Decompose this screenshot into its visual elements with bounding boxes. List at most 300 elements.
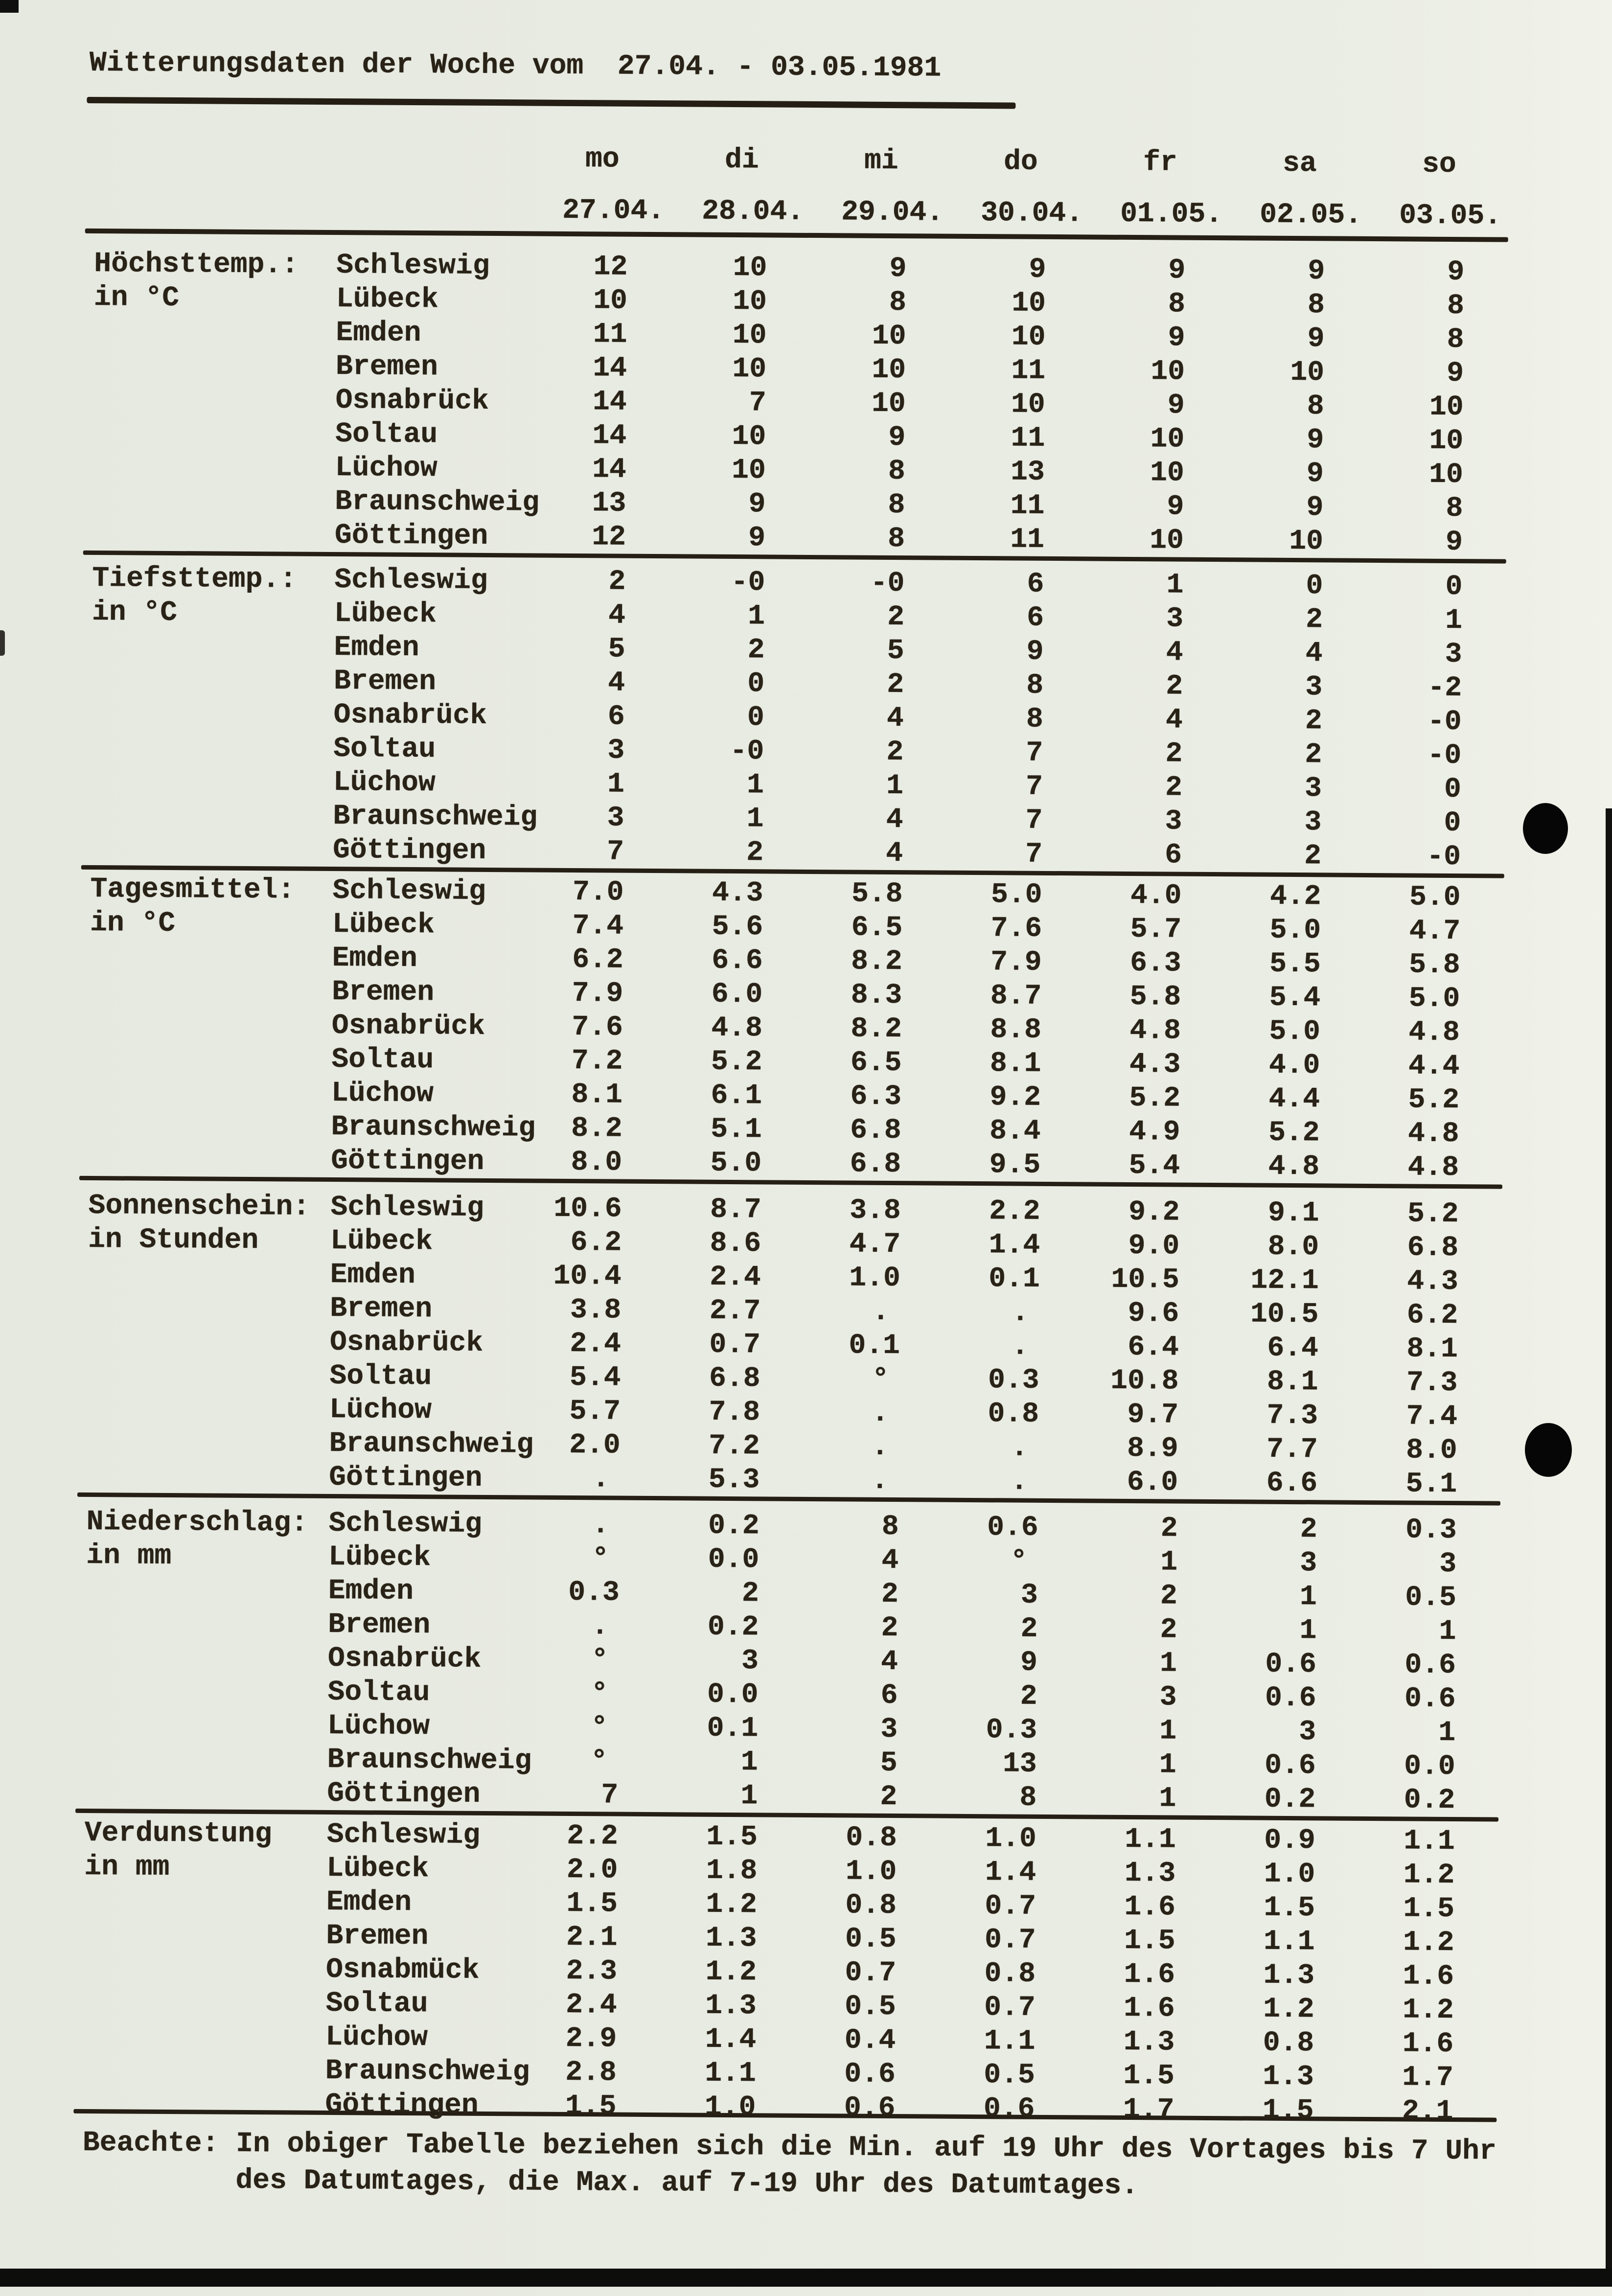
value-cell: 5: [880, 1747, 898, 1780]
value-cell: 6: [1165, 839, 1182, 872]
value-cell: 10: [1429, 425, 1464, 458]
value-cell: 0.8: [988, 1398, 1039, 1430]
value-cell: °: [591, 1678, 608, 1710]
value-cell: 10: [1150, 525, 1184, 557]
value-cell: 0.3: [986, 1714, 1037, 1746]
value-cell: 9: [748, 488, 766, 521]
value-cell: 6.6: [1266, 1467, 1318, 1500]
value-cell: 7.6: [990, 913, 1042, 945]
value-cell: 4.3: [712, 877, 763, 910]
value-cell: 6: [880, 1679, 898, 1712]
value-cell: 6.2: [572, 944, 623, 976]
value-cell: 1.5: [1403, 1893, 1455, 1926]
value-cell: 2: [887, 601, 905, 634]
value-cell: 0.1: [849, 1330, 900, 1362]
value-cell: 6.2: [1406, 1299, 1458, 1332]
value-cell: 4.0: [1268, 1049, 1320, 1082]
value-cell: 8.0: [1405, 1434, 1457, 1467]
city-label: Lübeck: [336, 283, 438, 316]
value-cell: 8.2: [571, 1113, 622, 1145]
punch-hole: [1525, 1423, 1572, 1477]
value-cell: 3: [607, 802, 624, 834]
value-cell: 0.0: [708, 1543, 760, 1576]
value-cell: 0.6: [844, 2092, 896, 2125]
section-unit-label: in °C: [93, 282, 180, 315]
value-cell: 0.2: [1404, 1784, 1455, 1817]
value-cell: 1: [1159, 1715, 1177, 1747]
city-label: Osnabrück: [329, 1327, 484, 1359]
value-cell: 1.5: [566, 1887, 618, 1920]
value-cell: 0.5: [845, 1923, 897, 1956]
value-cell: 5.5: [1269, 948, 1321, 981]
value-cell: 4: [1166, 637, 1183, 669]
value-cell: 10: [1012, 287, 1046, 320]
value-cell: 0.5: [984, 2059, 1035, 2091]
value-cell: 0.8: [984, 1958, 1036, 1990]
section-niederschlag: [86, 1505, 1535, 1817]
value-cell: 5.4: [1128, 1149, 1180, 1182]
value-cell: 10.6: [553, 1193, 622, 1225]
value-cell: 9: [1167, 390, 1185, 422]
value-cell: 1: [886, 770, 904, 803]
value-cell: 2.2: [567, 1820, 618, 1853]
value-cell: 7: [1025, 838, 1043, 871]
value-cell: 8: [888, 455, 906, 488]
value-cell: 4.8: [1408, 1016, 1460, 1049]
city-label: Bremen: [335, 351, 438, 384]
value-cell: 0.5: [845, 1991, 896, 2023]
value-cell: 7.4: [1406, 1401, 1458, 1433]
value-cell: 1.1: [1125, 1823, 1176, 1856]
value-cell: 5.8: [1409, 949, 1460, 982]
header-day-mi: mi: [864, 145, 898, 178]
value-cell: 10: [872, 320, 906, 353]
value-cell: -0: [1427, 706, 1462, 738]
section-sonnenschein: [88, 1189, 1537, 1501]
value-cell: 7.7: [1267, 1433, 1318, 1466]
city-label: Lübeck: [328, 1541, 431, 1574]
value-cell: 7: [749, 387, 766, 419]
value-cell: 10: [732, 353, 767, 386]
value-cell: 8: [1447, 323, 1464, 356]
value-cell: 3: [1439, 1548, 1457, 1581]
value-cell: 3: [1299, 1716, 1316, 1748]
section-tiefsttemp: [92, 562, 1541, 873]
value-cell: 4.8: [711, 1012, 763, 1045]
value-cell: 1.5: [565, 2090, 617, 2123]
value-cell: 5.3: [708, 1464, 760, 1496]
value-cell: 12: [593, 251, 628, 283]
city-label: Osnabmück: [325, 1953, 480, 1987]
value-cell: 0.1: [707, 1712, 759, 1745]
value-cell: 5.8: [1129, 981, 1181, 1013]
value-cell: 0.8: [846, 1822, 897, 1855]
scan-corner-mark: [0, 0, 19, 13]
value-cell: 14: [593, 352, 627, 385]
city-label: Göttingen: [325, 2089, 479, 2122]
city-label: Soltau: [327, 1676, 430, 1709]
value-cell: 1.0: [845, 1856, 897, 1888]
value-cell: 7: [1025, 804, 1043, 837]
value-cell: 8: [887, 523, 905, 555]
value-cell: 3.8: [570, 1294, 622, 1327]
value-cell: 2: [1304, 840, 1322, 872]
value-cell: 9.6: [1128, 1297, 1179, 1330]
value-cell: 2.1: [566, 1921, 618, 1954]
value-cell: 7.2: [709, 1430, 760, 1463]
value-cell: 0.6: [987, 1512, 1038, 1544]
value-cell: 5.1: [710, 1113, 762, 1146]
value-cell: 4.4: [1268, 1083, 1320, 1116]
value-cell: 1.1: [1263, 1926, 1315, 1958]
header-day-di: di: [724, 144, 759, 177]
value-cell: 1: [1159, 1749, 1176, 1781]
value-cell: 6.5: [851, 912, 903, 944]
value-cell: 8: [881, 1511, 899, 1543]
value-cell: °: [591, 1712, 608, 1744]
value-cell: 1.8: [706, 1855, 758, 1887]
value-cell: 1.2: [1403, 1859, 1455, 1892]
value-cell: 8.1: [1406, 1333, 1458, 1366]
value-cell: 6.2: [570, 1227, 622, 1259]
value-cell: 14: [592, 454, 627, 486]
value-cell: 5.2: [1408, 1084, 1460, 1117]
value-cell: 3: [1165, 805, 1182, 838]
city-label: Göttingen: [334, 520, 488, 552]
value-cell: 10: [1150, 423, 1185, 456]
value-cell: 11: [1011, 355, 1046, 387]
title-underline: [87, 97, 1015, 109]
value-cell: .: [871, 1431, 889, 1463]
value-cell: 1: [740, 1780, 758, 1813]
value-cell: 8.0: [571, 1147, 622, 1179]
value-cell: 1.6: [1402, 2028, 1454, 2061]
page-title: Witterungsdaten der Woche vom 27.04. - 03.05.1981: [89, 47, 942, 85]
value-cell: 4: [881, 1544, 899, 1577]
value-cell: 3: [1159, 1681, 1177, 1714]
value-cell: 8: [1168, 288, 1186, 321]
section-label: Höchsttemp.:: [94, 248, 299, 281]
value-cell: 0.0: [707, 1678, 759, 1711]
value-cell: 6.8: [1407, 1232, 1459, 1264]
value-cell: 10: [872, 354, 906, 387]
value-cell: 7.3: [1267, 1400, 1318, 1432]
value-cell: 10: [1428, 459, 1463, 491]
value-cell: 10.4: [553, 1260, 622, 1293]
value-cell: 2: [1020, 1680, 1037, 1713]
value-cell: 9: [1445, 526, 1463, 559]
value-cell: °: [590, 1745, 608, 1778]
value-cell: 2: [608, 566, 626, 598]
value-cell: 13: [1010, 456, 1045, 488]
value-cell: 0.3: [1405, 1514, 1457, 1547]
value-cell: 13: [592, 487, 626, 520]
value-cell: 4: [608, 667, 625, 699]
header-date: 03.05.: [1399, 200, 1502, 232]
value-cell: 8.6: [710, 1227, 761, 1260]
value-cell: 6.1: [711, 1079, 762, 1112]
value-cell: 8.1: [990, 1048, 1041, 1080]
value-cell: 1.2: [1263, 1993, 1314, 2026]
city-label: Lüchow: [335, 452, 438, 485]
value-cell: 1.2: [706, 1888, 758, 1921]
value-cell: 1: [1438, 1717, 1456, 1749]
value-cell: 4.7: [849, 1228, 901, 1261]
value-cell: 2: [746, 837, 764, 869]
value-cell: 0.7: [709, 1329, 761, 1361]
value-cell: 2: [1165, 738, 1183, 770]
value-cell: 10.5: [1250, 1298, 1319, 1331]
city-label: Osnabrück: [327, 1642, 482, 1676]
value-cell: 1: [746, 769, 764, 802]
city-label: Emden: [336, 317, 421, 350]
city-label: Bremen: [328, 1608, 431, 1642]
value-cell: 2: [1160, 1614, 1177, 1646]
value-cell: 2: [1165, 772, 1183, 804]
city-label: Schleswig: [334, 564, 488, 597]
value-cell: 6.3: [1130, 947, 1181, 980]
city-label: Göttingen: [329, 1462, 483, 1494]
value-cell: 0.2: [1264, 1783, 1316, 1816]
value-cell: 8.0: [1267, 1231, 1319, 1263]
value-cell: 2: [1305, 705, 1322, 737]
value-cell: 9.0: [1128, 1230, 1180, 1263]
value-cell: 4.4: [1408, 1050, 1460, 1083]
value-cell: 3: [607, 735, 625, 767]
city-label: Emden: [326, 1886, 412, 1919]
value-cell: 9.7: [1127, 1399, 1179, 1431]
value-cell: 8.9: [1127, 1432, 1178, 1465]
value-cell: 6: [1027, 568, 1044, 600]
section-unit-label: in mm: [84, 1851, 170, 1884]
section-label: Tagesmittel:: [90, 873, 295, 907]
value-cell: 6.8: [850, 1148, 901, 1181]
value-cell: 1: [1166, 569, 1184, 601]
value-cell: 1.2: [1403, 1994, 1454, 2027]
value-cell: 13: [1002, 1748, 1037, 1780]
value-cell: 3: [1305, 671, 1323, 704]
value-cell: 8.1: [1267, 1366, 1318, 1399]
note-line-1: Beachte: In obiger Tabelle beziehen sich die Min. auf 19 Uhr des Vortages bis 7 Uhr: [82, 2127, 1497, 2168]
value-cell: 0.1: [989, 1263, 1040, 1295]
value-cell: 0.7: [845, 1957, 897, 1990]
value-cell: 1.2: [705, 1956, 757, 1989]
value-cell: 7.2: [571, 1045, 623, 1078]
section-label: Tiefsttemp.:: [92, 563, 297, 596]
city-label: Bremen: [332, 976, 435, 1009]
value-cell: 2.7: [709, 1295, 761, 1328]
value-cell: 3.8: [849, 1194, 901, 1227]
value-cell: 0.6: [1404, 1683, 1456, 1716]
value-cell: 5.2: [1129, 1082, 1181, 1115]
value-cell: 2.0: [569, 1429, 621, 1462]
value-cell: 5.0: [710, 1147, 762, 1180]
value-cell: 1.3: [1263, 2061, 1314, 2093]
value-cell: 5.7: [569, 1396, 621, 1428]
value-cell: 10: [733, 285, 767, 318]
value-cell: 0: [747, 702, 764, 734]
section-unit-label: in °C: [92, 597, 178, 629]
value-cell: 10.5: [1111, 1263, 1179, 1296]
value-cell: 4.8: [1129, 1014, 1181, 1047]
section-hoechsttemp: [93, 247, 1543, 559]
value-cell: 1: [1445, 604, 1463, 637]
value-cell: 0.4: [844, 2024, 896, 2057]
value-cell: 2.4: [566, 1989, 617, 2021]
value-cell: 0.8: [845, 1889, 897, 1922]
value-cell: 9: [1026, 636, 1044, 668]
value-cell: 5.4: [569, 1362, 621, 1394]
city-label: Lüchow: [325, 2021, 428, 2054]
value-cell: 2: [886, 736, 904, 769]
city-label: Lüchow: [327, 1710, 430, 1743]
value-cell: -0: [730, 735, 764, 768]
value-cell: 8.2: [851, 1013, 902, 1046]
value-cell: 8.8: [990, 1014, 1042, 1046]
value-cell: °: [1010, 1545, 1028, 1578]
value-cell: 9: [1167, 491, 1184, 523]
value-cell: 6.8: [709, 1362, 760, 1395]
value-cell: 8: [1307, 390, 1324, 423]
value-cell: 8.7: [710, 1194, 761, 1226]
value-cell: 2: [1166, 670, 1183, 703]
value-cell: 4: [1165, 704, 1183, 736]
value-cell: 1.0: [849, 1262, 900, 1295]
value-cell: -0: [1427, 841, 1461, 873]
value-cell: 5.2: [711, 1046, 762, 1079]
value-cell: 5.2: [1268, 1117, 1320, 1149]
scan-right-strip: [1606, 808, 1612, 2287]
value-cell: 5.0: [1409, 881, 1461, 914]
value-cell: 8.4: [989, 1115, 1041, 1148]
value-cell: 2: [741, 1578, 760, 1610]
value-cell: 5: [887, 635, 904, 667]
value-cell: 9: [1306, 458, 1324, 490]
city-label: Schleswig: [326, 1818, 481, 1852]
value-cell: 9: [1168, 254, 1186, 287]
value-cell: 2: [747, 634, 765, 666]
value-cell: 14: [592, 386, 627, 418]
value-cell: 2: [1160, 1513, 1178, 1545]
city-label: Emden: [330, 1259, 415, 1292]
note-line-2: des Datumtages, die Max. auf 7-19 Uhr des Datumtages.: [235, 2164, 1139, 2203]
value-cell: 2.2: [989, 1195, 1040, 1228]
city-label: Braunschweig: [331, 1111, 536, 1145]
value-cell: 0.9: [1264, 1824, 1315, 1857]
value-cell: 1.0: [985, 1823, 1036, 1855]
value-cell: °: [592, 1543, 609, 1575]
value-cell: 1.5: [1123, 2060, 1174, 2092]
city-label: Bremen: [330, 1293, 433, 1326]
city-label: Emden: [328, 1575, 414, 1608]
value-cell: 10: [732, 319, 767, 352]
value-cell: 5.0: [1408, 983, 1460, 1015]
header-date: 01.05.: [1120, 198, 1223, 231]
header-day-fr: fr: [1143, 147, 1177, 179]
value-cell: 9: [1020, 1647, 1038, 1679]
value-cell: 1: [607, 768, 625, 801]
header-day-do: do: [1003, 146, 1038, 178]
city-label: Emden: [334, 632, 419, 665]
value-cell: 0: [1444, 773, 1462, 806]
value-cell: 9: [1447, 357, 1464, 390]
value-cell: 8.2: [851, 945, 902, 978]
section-unit-label: in °C: [90, 907, 176, 940]
value-cell: 0.6: [1265, 1648, 1317, 1681]
value-cell: .: [871, 1465, 889, 1497]
header-day-sa: sa: [1282, 147, 1317, 180]
value-cell: 1.0: [1264, 1858, 1315, 1891]
value-cell: 5.6: [712, 911, 763, 943]
value-cell: 2: [1160, 1580, 1177, 1612]
value-cell: 0.3: [568, 1576, 620, 1609]
value-cell: 10: [733, 252, 767, 284]
value-cell: 10: [1151, 356, 1185, 388]
value-cell: 1.6: [1403, 1960, 1454, 1993]
value-cell: 11: [593, 319, 627, 351]
value-cell: 0.2: [707, 1611, 759, 1644]
value-cell: 5.0: [1269, 914, 1321, 947]
value-cell: 0: [1445, 571, 1463, 603]
value-cell: 2: [1300, 1514, 1317, 1546]
value-cell: 6.6: [712, 944, 763, 977]
value-cell: 1.4: [705, 2023, 757, 2056]
value-cell: 9: [748, 522, 766, 554]
value-cell: 6.4: [1128, 1331, 1179, 1364]
value-cell: 9.2: [990, 1081, 1041, 1114]
value-cell: 4.8: [1268, 1150, 1320, 1183]
value-cell: 1: [746, 803, 764, 835]
value-cell: 10: [593, 285, 628, 317]
value-cell: -0: [1427, 739, 1462, 772]
value-cell: 10: [1150, 457, 1185, 489]
header-date: 28.04.: [702, 195, 805, 228]
value-cell: 0: [1444, 807, 1461, 840]
value-cell: 1.2: [1403, 1927, 1454, 1959]
value-cell: .: [1011, 1466, 1028, 1498]
value-cell: 4.2: [1269, 880, 1321, 913]
value-cell: 2.4: [570, 1328, 622, 1360]
value-cell: 2.8: [565, 2056, 617, 2089]
value-cell: 1.1: [1404, 1825, 1455, 1858]
value-cell: 10: [1429, 391, 1464, 424]
city-label: Schleswig: [332, 875, 486, 908]
value-cell: 5: [608, 633, 625, 666]
value-cell: 1: [1160, 1546, 1178, 1579]
city-label: Schleswig: [336, 250, 490, 282]
scan-bottom-bar: [0, 2269, 1612, 2287]
city-label: Göttingen: [327, 1777, 481, 1811]
value-cell: -0: [870, 567, 905, 600]
value-cell: .: [872, 1296, 890, 1328]
value-cell: 8: [889, 286, 907, 319]
value-cell: 7.9: [572, 978, 623, 1010]
city-label: Osnabrück: [335, 385, 489, 417]
value-cell: 10.8: [1110, 1365, 1179, 1398]
value-cell: 1.7: [1123, 2093, 1174, 2126]
section-label: Sonnenschein:: [88, 1190, 310, 1223]
value-cell: 9: [1306, 492, 1324, 524]
value-cell: 0.6: [983, 2093, 1035, 2125]
value-cell: 9: [1308, 255, 1325, 288]
value-cell: -2: [1428, 672, 1462, 705]
value-cell: 10: [1011, 321, 1046, 353]
value-cell: 9.1: [1267, 1197, 1319, 1230]
value-cell: 8: [888, 489, 905, 522]
value-cell: 0.3: [988, 1364, 1039, 1397]
header-date: 27.04.: [562, 194, 665, 228]
value-cell: 10: [732, 420, 766, 453]
